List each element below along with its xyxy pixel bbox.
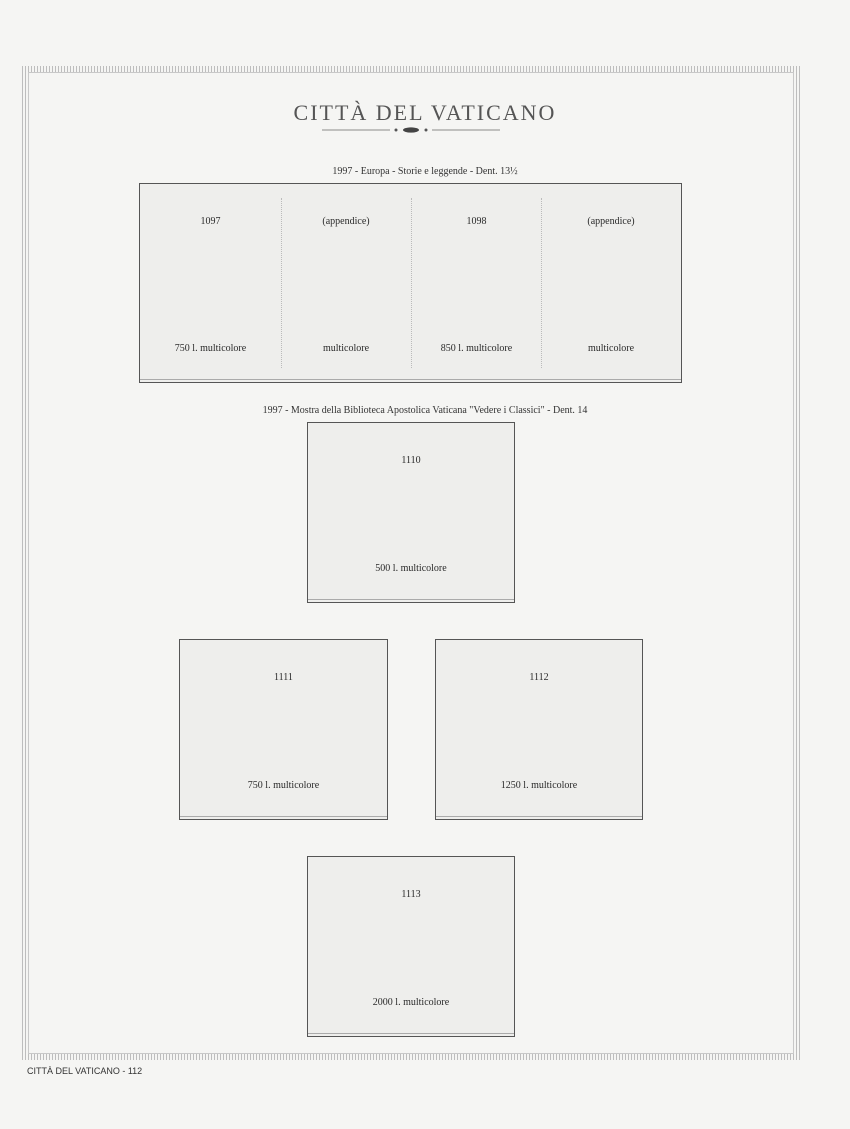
stamp-number: 1111 — [274, 672, 293, 683]
stamp-value: multicolore — [322, 343, 370, 354]
stamp-mount-1110 — [307, 422, 515, 603]
stamp-strip-mount — [139, 183, 682, 383]
page-title: CITTÀ DEL VATICANO — [293, 100, 557, 125]
section-caption-europa: 1997 - Europa - Storie e leggende - Dent. 13½ — [332, 166, 518, 177]
stamp-value: 500 l. multicolore — [375, 563, 447, 574]
stamp-number: 1112 — [529, 672, 549, 683]
stamp-value: 1250 l. multicolore — [500, 780, 578, 791]
stamp-number: 1097 — [200, 216, 221, 227]
stamp-number: (appendice) — [587, 216, 635, 227]
stamp-value: 2000 l. multicolore — [372, 997, 450, 1008]
stamp-value: 750 l. multicolore — [247, 780, 320, 791]
stamp-slot — [308, 423, 514, 602]
section-caption-biblioteca: 1997 - Mostra della Biblioteca Apostolica Vaticana "Vedere i Classici" - Dent. 14 — [262, 405, 588, 416]
stamp-number: 1113 — [401, 889, 421, 900]
stamp-slot — [308, 857, 514, 1036]
stamp-mount-1111 — [179, 639, 388, 820]
stamp-number: (appendice) — [322, 216, 370, 227]
stamp-value: 850 l. multicolore — [440, 343, 513, 354]
title-ornament — [322, 126, 500, 134]
stamp-slot-appendice-2 — [541, 184, 681, 382]
stamp-slot — [180, 640, 387, 819]
stamp-value: multicolore — [587, 343, 635, 354]
page-footer: CITTÀ DEL VATICANO - 112 — [27, 1066, 143, 1076]
stamp-slot-appendice-1 — [281, 184, 411, 382]
stamp-number: 1098 — [466, 216, 487, 227]
stamp-value: 750 l. multicolore — [174, 343, 247, 354]
stamp-mount-1112 — [435, 639, 643, 820]
stamp-slot-1098 — [411, 184, 542, 382]
stamp-mount-1113 — [307, 856, 515, 1037]
stamp-slot — [436, 640, 642, 819]
stamp-slot-1097 — [140, 184, 281, 382]
stamp-number: 1110 — [401, 455, 421, 466]
